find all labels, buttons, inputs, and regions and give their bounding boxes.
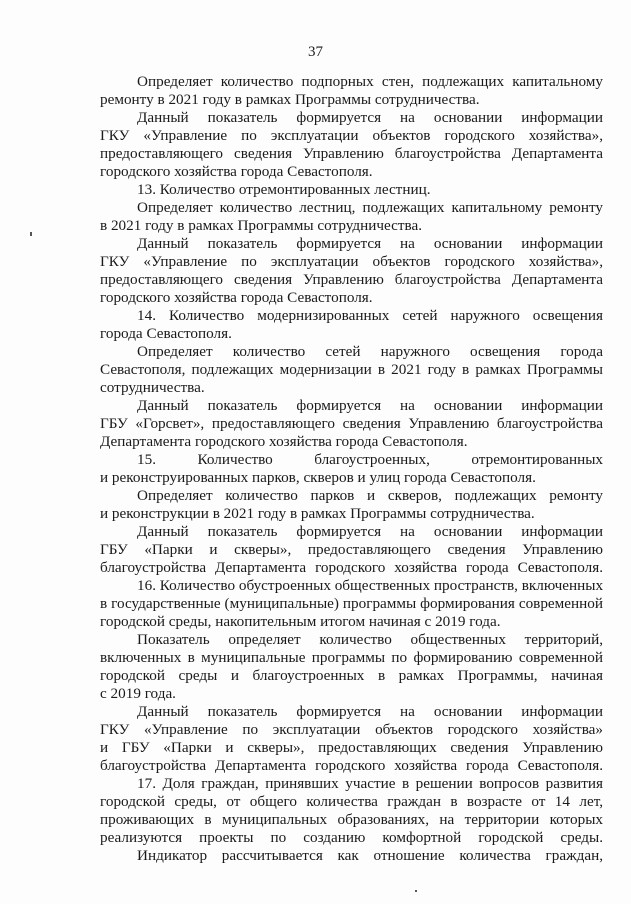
text-line: Определяет количество парков и скверов, подлежащих ремонту <box>137 487 603 504</box>
text-line: ГКУ «Управление по эксплуатации объектов городского хозяйства», <box>100 253 603 270</box>
text-line: городской среды, накопительным итогом начиная с 2019 года. <box>100 613 501 630</box>
text-line: Определяет количество сетей наружного освещения города <box>137 343 603 360</box>
text-line: в 2021 году в рамках Программы сотрудничества. <box>100 217 423 234</box>
text-line: города Севастополя. <box>100 325 232 342</box>
text-line: Данный показатель формируется на основании информации <box>137 523 603 540</box>
text-line: проживающих в муниципальных образованиях, на территории которых <box>100 811 603 828</box>
text-line: и ГБУ «Парки и скверы», предоставляющих сведения Управлению <box>100 739 603 756</box>
text-line: Показатель определяет количество общественных территорий, <box>137 631 603 648</box>
text-line: Департамента городского хозяйства города Севастополя. <box>100 433 468 450</box>
text-line: ГБУ «Горсвет», предоставляющего сведения Управлению благоустройства <box>100 415 603 432</box>
text-line: ГКУ «Управление по эксплуатации объектов городского хозяйства» <box>100 721 603 738</box>
text-line: предоставляющего сведения Управлению благоустройства Департамента <box>100 271 603 288</box>
text-line: городской среды и благоустроенных в рамках Программы, начиная <box>100 667 603 684</box>
text-line: Данный показатель формируется на основании информации <box>137 109 603 126</box>
text-line: включенных в муниципальные программы по формированию современной <box>100 649 603 666</box>
text-line: и реконструированных парков, скверов и улиц города Севастополя. <box>100 469 536 486</box>
text-line: Определяет количество подпорных стен, подлежащих капитальному <box>137 73 603 90</box>
text-line: ремонту в 2021 году в рамках Программы сотрудничества. <box>100 91 480 108</box>
text-line: и реконструкции в 2021 году в рамках Программы сотрудничества. <box>100 505 535 522</box>
text-line: городского хозяйства города Севастополя. <box>100 163 373 180</box>
text-line: предоставляющего сведения Управлению благоустройства Департамента <box>100 145 603 162</box>
text-line: ГКУ «Управление по эксплуатации объектов городского хозяйства», <box>100 127 603 144</box>
page-number: 37 <box>308 44 323 60</box>
text-line: 15. Количество благоустроенных, отремонтированных <box>137 451 603 468</box>
text-line: городской среды, от общего количества граждан в возрасте от 14 лет, <box>100 793 603 810</box>
text-line: реализуются проекты по созданию комфортной городской среды. <box>100 829 603 846</box>
text-line: Данный показатель формируется на основании информации <box>137 235 603 252</box>
text-line: Данный показатель формируется на основании информации <box>137 703 603 720</box>
text-line: Данный показатель формируется на основании информации <box>137 397 603 414</box>
text-line: 16. Количество обустроенных общественных пространств, включенных <box>137 577 604 594</box>
text-line: сотрудничества. <box>100 379 205 396</box>
text-line: в государственные (муниципальные) программы формирования современной <box>100 595 603 612</box>
text-line: 17. Доля граждан, принявших участие в решении вопросов развития <box>137 775 603 792</box>
scan-speck <box>415 890 417 892</box>
scan-speck <box>30 232 32 236</box>
text-line: 14. Количество модернизированных сетей наружного освещения <box>137 307 603 324</box>
text-line: с 2019 года. <box>100 685 176 702</box>
text-line: 13. Количество отремонтированных лестниц. <box>137 181 431 198</box>
text-line: благоустройства Департамента городского хозяйства города Севастополя. <box>100 559 603 576</box>
text-line: Индикатор рассчитывается как отношение количества граждан, <box>137 847 603 864</box>
text-line: благоустройства Департамента городского хозяйства города Севастополя. <box>100 757 603 774</box>
text-line: Определяет количество лестниц, подлежащих капитальному ремонту <box>137 199 603 216</box>
text-line: Севастополя, подлежащих модернизации в 2021 году в рамках Программы <box>100 361 603 378</box>
text-line: городского хозяйства города Севастополя. <box>100 289 373 306</box>
text-line: ГБУ «Парки и скверы», предоставляющего сведения Управлению <box>100 541 603 558</box>
